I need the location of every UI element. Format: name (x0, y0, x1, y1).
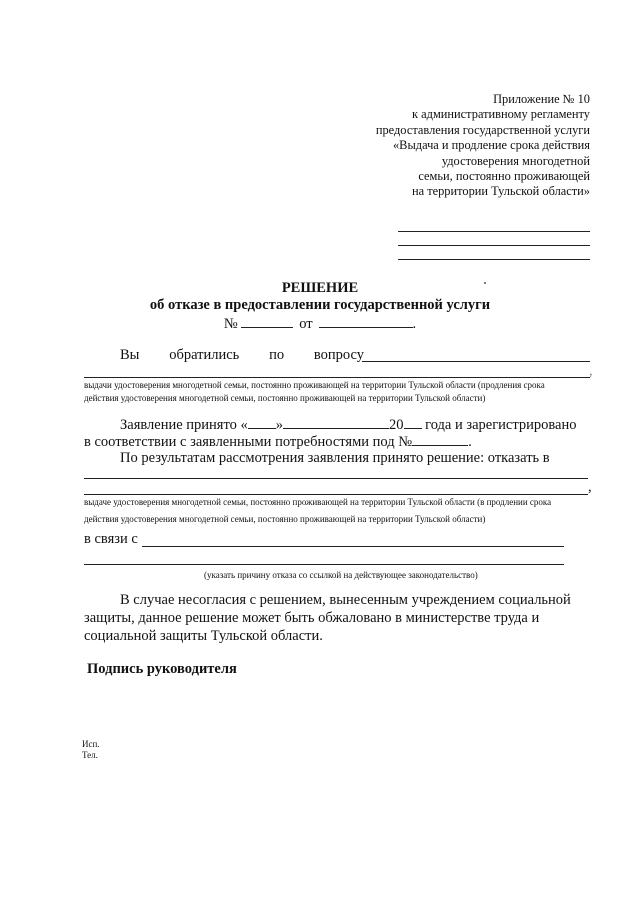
p3-line1: По результатам рассмотрения заявления принято решение: отказать в (120, 450, 550, 466)
note3: (указать причину отказа со ссылкой на действующее законодательство) (204, 570, 478, 580)
document-title: РЕШЕНИЕ (281, 280, 359, 296)
note1-line2: действия удостоверения многодетной семьи, постоянно проживающей на территории Тульской области) (84, 393, 486, 403)
p2-line2-text: в соответствии с заявленными потребностями под № (84, 434, 413, 450)
p2-year-prefix: 20 (389, 417, 404, 433)
p3-blank-2 (84, 494, 588, 495)
p1-question-blank (362, 361, 590, 362)
note1-line1: выдачи удостоверения многодетной семьи, постоянно проживающей на территории Тульской области (продления срока (84, 380, 545, 390)
appendix-line: к административному регламенту (412, 107, 590, 122)
p2-text-d: года и зарегистрировано (421, 417, 577, 433)
p2-month-blank (283, 414, 389, 429)
p2-text-b: » (275, 417, 283, 433)
p5-line1: В случае несогласия с решением, вынесенным учреждением социальной (120, 592, 571, 608)
p2-text-a: Заявление принято « (120, 417, 248, 433)
note2-line1: выдаче удостоверения многодетной семьи, постоянно проживающей на территории Тульской области (в продлении срока (84, 497, 552, 507)
number-line-dot: . (412, 316, 417, 332)
p1-line2-blank (84, 377, 590, 378)
p3-comma: , (588, 479, 592, 495)
date-blank (319, 313, 413, 328)
note2-line2: действия удостоверения многодетной семьи, постоянно проживающей на территории Тульской области) (84, 514, 486, 524)
p2-year-blank (404, 414, 422, 429)
p3-blank-1 (84, 478, 588, 479)
executor-label: Исп. (82, 739, 100, 749)
p1-words (120, 346, 364, 364)
p1-comma: , (590, 363, 592, 379)
addressee-lines (398, 218, 590, 260)
phone-label: Тел. (82, 750, 98, 760)
number-sign: № (223, 316, 238, 332)
appendix-line: «Выдача и продление срока действия (392, 138, 590, 153)
p1-word: по (269, 347, 285, 363)
addressee-line (398, 246, 590, 260)
appendix-line: удостоверения многодетной (441, 153, 590, 168)
signature-label: Подпись руководителя (87, 661, 237, 677)
addressee-line (398, 218, 590, 232)
p5-line2 (84, 609, 590, 627)
appendix-block (290, 92, 590, 200)
number-blank (241, 313, 293, 328)
p4-reason-blank (142, 546, 564, 547)
addressee-line (398, 232, 590, 246)
p4-label: в связи с (84, 531, 138, 547)
p5-line2-text: защиты, данное решение может быть обжаловано в министерстве труда и (84, 610, 540, 626)
appendix-line: семьи, постоянно проживающей (418, 169, 590, 184)
p2-line2 (84, 431, 472, 451)
date-word: от (299, 316, 313, 332)
appendix-line: предоставления государственной услуги (375, 122, 590, 137)
p2-line2-dot: . (468, 434, 472, 450)
p1-word: обратились (169, 347, 240, 363)
p1-word: Вы (120, 347, 140, 363)
document-subtitle: об отказе в предоставлении государственной услуги (149, 297, 491, 313)
p4-reason-blank-2 (84, 564, 564, 565)
p1-word: вопросу (313, 347, 364, 363)
p5-line3: социальной защиты Тульской области. (84, 628, 323, 644)
appendix-line: Приложение № 10 (493, 92, 590, 106)
decision-number-line (0, 313, 640, 333)
p2-reg-number-blank (412, 431, 468, 446)
appendix-line: на территории Тульской области» (411, 184, 590, 199)
p2-day-blank (248, 414, 276, 429)
